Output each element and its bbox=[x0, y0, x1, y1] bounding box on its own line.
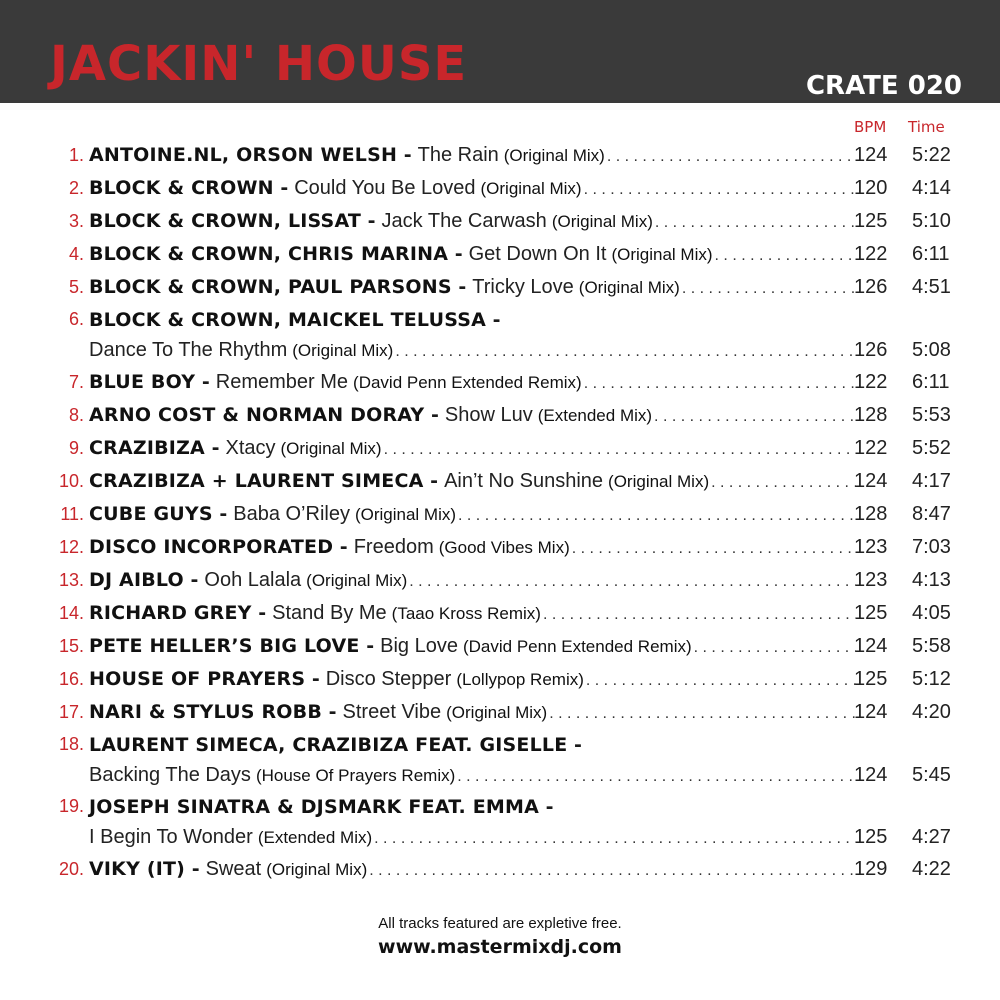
track-bpm: 126 bbox=[854, 276, 888, 298]
track-bpm: 124 bbox=[854, 701, 888, 723]
track-time: 5:52 bbox=[912, 437, 951, 459]
track-time: 4:51 bbox=[912, 276, 951, 298]
track-number: 6. bbox=[68, 309, 84, 329]
track-title: Stand By Me bbox=[272, 602, 387, 624]
track-time: 5:22 bbox=[912, 144, 951, 166]
dot-leader bbox=[694, 639, 856, 657]
track-row bbox=[0, 172, 1000, 205]
track-row bbox=[0, 531, 1000, 564]
track-row bbox=[0, 791, 1000, 853]
track-content bbox=[89, 826, 858, 849]
track-bpm: 129 bbox=[854, 858, 888, 880]
track-time: 5:08 bbox=[912, 339, 951, 361]
track-artist: HOUSE OF PRAYERS bbox=[89, 668, 306, 690]
track-number: 8. bbox=[68, 405, 84, 425]
artist-separator: - bbox=[448, 243, 463, 265]
track-artist: DJ AIBLO bbox=[89, 569, 184, 591]
track-number: 19. bbox=[58, 796, 84, 816]
track-line bbox=[0, 663, 1000, 696]
track-line bbox=[0, 399, 1000, 432]
track-bpm: 125 bbox=[854, 668, 888, 690]
track-content bbox=[89, 437, 858, 460]
track-bpm: 124 bbox=[854, 470, 888, 492]
track-bpm: 128 bbox=[854, 503, 888, 525]
dot-leader bbox=[584, 181, 856, 199]
track-row bbox=[0, 304, 1000, 366]
dot-leader bbox=[711, 474, 856, 492]
dot-leader bbox=[715, 247, 856, 265]
track-artist: BLOCK & CROWN bbox=[89, 177, 274, 199]
dot-leader bbox=[457, 768, 856, 786]
track-mix: (David Penn Extended Remix) bbox=[353, 373, 582, 392]
track-title: Dance To The Rhythm bbox=[89, 339, 288, 361]
track-title: Disco Stepper bbox=[325, 668, 452, 690]
track-number: 17. bbox=[58, 702, 84, 722]
track-mix: (Original Mix) bbox=[292, 341, 394, 360]
dot-leader bbox=[395, 343, 856, 361]
track-line bbox=[0, 238, 1000, 271]
crate-label: CRATE 020 bbox=[805, 71, 962, 101]
track-time: 5:53 bbox=[912, 404, 951, 426]
track-artist: ANTOINE.NL, ORSON WELSH bbox=[89, 144, 398, 166]
track-artist: JOSEPH SINATRA & DJSMARK FEAT. EMMA bbox=[89, 795, 540, 818]
track-time: 4:17 bbox=[912, 470, 951, 492]
track-content bbox=[89, 764, 858, 787]
track-line bbox=[0, 597, 1000, 630]
track-title: Get Down On It bbox=[468, 243, 607, 265]
track-content bbox=[89, 309, 858, 331]
track-time: 5:10 bbox=[912, 210, 951, 232]
track-time: 6:11 bbox=[912, 243, 950, 265]
track-bpm: 120 bbox=[854, 177, 888, 199]
track-number: 12. bbox=[58, 537, 84, 557]
track-row bbox=[0, 853, 1000, 886]
track-time: 5:12 bbox=[912, 668, 951, 690]
track-mix: (Original Mix) bbox=[446, 703, 548, 722]
track-line bbox=[0, 791, 1000, 822]
track-time: 4:20 bbox=[912, 701, 951, 723]
track-number: 2. bbox=[68, 178, 84, 198]
track-number: 3. bbox=[68, 211, 84, 231]
artist-separator: - bbox=[486, 308, 501, 331]
track-artist: LAURENT SIMECA, CRAZIBIZA FEAT. GISELLE bbox=[89, 733, 568, 756]
track-number: 13. bbox=[58, 570, 84, 590]
track-bpm: 122 bbox=[854, 437, 888, 459]
track-line bbox=[0, 304, 1000, 335]
track-title: Ain’t No Sunshine bbox=[444, 470, 604, 492]
track-line bbox=[0, 729, 1000, 760]
artist-separator: - bbox=[567, 733, 582, 756]
track-mix: (Original Mix) bbox=[306, 571, 408, 590]
track-line bbox=[0, 172, 1000, 205]
track-title: Street Vibe bbox=[342, 701, 442, 723]
track-title: Tricky Love bbox=[472, 276, 574, 298]
artist-separator: - bbox=[322, 701, 337, 723]
track-mix: (Original Mix) bbox=[578, 278, 680, 297]
track-content bbox=[89, 177, 858, 200]
track-title: Sweat bbox=[205, 858, 262, 880]
track-title: Show Luv bbox=[444, 404, 533, 426]
dot-leader bbox=[549, 705, 856, 723]
track-content bbox=[89, 602, 858, 625]
track-artist: BLUE BOY bbox=[89, 371, 196, 393]
track-row bbox=[0, 498, 1000, 531]
track-mix: (Extended Mix) bbox=[257, 828, 373, 847]
track-number: 11. bbox=[60, 504, 84, 524]
track-mix: (Original Mix) bbox=[480, 179, 582, 198]
artist-separator: - bbox=[423, 470, 439, 492]
track-mix: (Original Mix) bbox=[266, 860, 368, 879]
track-line bbox=[0, 205, 1000, 238]
track-bpm: 122 bbox=[854, 243, 888, 265]
track-mix: (Good Vibes Mix) bbox=[438, 538, 570, 557]
footer-note: All tracks featured are expletive free. bbox=[378, 915, 622, 932]
track-line-continued bbox=[0, 822, 1000, 853]
track-number: 15. bbox=[58, 636, 84, 656]
track-line bbox=[0, 432, 1000, 465]
track-mix: (Original Mix) bbox=[551, 212, 653, 231]
track-number: 5. bbox=[68, 277, 84, 297]
track-artist: RICHARD GREY bbox=[89, 602, 252, 624]
track-line bbox=[0, 271, 1000, 304]
track-content bbox=[89, 371, 858, 394]
dot-leader bbox=[374, 830, 856, 848]
track-row bbox=[0, 366, 1000, 399]
track-number: 16. bbox=[58, 669, 84, 689]
track-content bbox=[89, 701, 858, 724]
track-content bbox=[89, 796, 858, 818]
track-row bbox=[0, 465, 1000, 498]
dot-leader bbox=[607, 148, 856, 166]
dot-leader bbox=[572, 540, 856, 558]
dot-leader bbox=[543, 606, 856, 624]
track-artist: BLOCK & CROWN, CHRIS MARINA bbox=[89, 243, 449, 265]
artist-separator: - bbox=[204, 437, 220, 459]
track-title: The Rain bbox=[417, 144, 499, 166]
track-number: 14. bbox=[58, 603, 84, 623]
artist-separator: - bbox=[273, 177, 289, 199]
footer-url[interactable]: www.mastermixdj.com bbox=[378, 936, 622, 958]
track-title: Xtacy bbox=[225, 437, 276, 459]
dot-leader bbox=[682, 280, 856, 298]
artist-separator: - bbox=[539, 795, 554, 818]
track-number: 4. bbox=[68, 244, 84, 264]
track-title: Jack The Carwash bbox=[381, 210, 547, 232]
track-number: 7. bbox=[68, 372, 84, 392]
track-row bbox=[0, 139, 1000, 172]
artist-separator: - bbox=[251, 602, 267, 624]
track-bpm: 123 bbox=[854, 536, 888, 558]
track-number: 20. bbox=[58, 859, 84, 879]
artist-separator: - bbox=[183, 569, 199, 591]
track-time: 4:14 bbox=[912, 177, 951, 199]
dot-leader bbox=[458, 507, 856, 525]
track-content bbox=[89, 569, 858, 592]
track-row bbox=[0, 696, 1000, 729]
page-title: JACKIN' HOUSE bbox=[50, 36, 468, 92]
track-line bbox=[0, 465, 1000, 498]
track-artist: NARI & STYLUS ROBB bbox=[89, 701, 323, 723]
track-content bbox=[89, 858, 858, 881]
track-bpm: 124 bbox=[854, 764, 888, 786]
dot-leader bbox=[409, 573, 856, 591]
track-line bbox=[0, 564, 1000, 597]
track-line bbox=[0, 366, 1000, 399]
track-row bbox=[0, 564, 1000, 597]
dot-leader bbox=[586, 672, 856, 690]
track-content bbox=[89, 503, 858, 526]
track-title: Ooh Lalala bbox=[204, 569, 302, 591]
track-bpm: 122 bbox=[854, 371, 888, 393]
track-title: Could You Be Loved bbox=[294, 177, 476, 199]
track-time: 8:47 bbox=[912, 503, 951, 525]
track-artist: CRAZIBIZA + LAURENT SIMECA bbox=[89, 470, 424, 492]
artist-separator: - bbox=[212, 503, 228, 525]
track-artist: VIKY (IT) bbox=[89, 858, 186, 880]
track-content bbox=[89, 668, 858, 691]
track-title: Baba O’Riley bbox=[233, 503, 350, 525]
track-mix: (Original Mix) bbox=[611, 245, 713, 264]
track-content bbox=[89, 339, 858, 362]
track-line-continued bbox=[0, 760, 1000, 791]
track-bpm: 125 bbox=[854, 602, 888, 624]
track-artist: BLOCK & CROWN, MAICKEL TELUSSA bbox=[89, 308, 487, 331]
track-mix: (David Penn Extended Remix) bbox=[462, 637, 692, 656]
track-content bbox=[89, 470, 858, 493]
track-mix: (House Of Prayers Remix) bbox=[255, 766, 456, 785]
track-line bbox=[0, 498, 1000, 531]
track-time: 6:11 bbox=[912, 371, 950, 393]
track-mix: (Original Mix) bbox=[280, 439, 382, 458]
track-content bbox=[89, 276, 858, 299]
track-line bbox=[0, 853, 1000, 886]
track-bpm: 123 bbox=[854, 569, 888, 591]
track-bpm: 126 bbox=[854, 339, 888, 361]
track-bpm: 125 bbox=[854, 210, 888, 232]
artist-separator: - bbox=[185, 858, 200, 880]
track-line-continued bbox=[0, 335, 1000, 366]
track-row bbox=[0, 399, 1000, 432]
track-bpm: 124 bbox=[854, 144, 888, 166]
dot-leader bbox=[384, 441, 856, 459]
track-content bbox=[89, 404, 858, 427]
track-mix: (Original Mix) bbox=[503, 146, 605, 165]
track-title: Big Love bbox=[380, 635, 458, 657]
track-artist: ARNO COST & NORMAN DORAY bbox=[89, 404, 425, 426]
artist-separator: - bbox=[305, 668, 320, 690]
track-row bbox=[0, 630, 1000, 663]
artist-separator: - bbox=[361, 210, 376, 232]
track-title: Backing The Days bbox=[89, 764, 251, 786]
artist-separator: - bbox=[359, 635, 375, 657]
artist-separator: - bbox=[333, 536, 348, 558]
track-time: 4:27 bbox=[912, 826, 951, 848]
track-mix: (Lollypop Remix) bbox=[456, 670, 584, 689]
track-time: 4:13 bbox=[912, 569, 951, 591]
track-artist: BLOCK & CROWN, LISSAT bbox=[89, 210, 362, 232]
track-line bbox=[0, 696, 1000, 729]
track-artist: CRAZIBIZA bbox=[89, 437, 205, 459]
track-time: 5:45 bbox=[912, 764, 951, 786]
track-time: 4:22 bbox=[912, 858, 951, 880]
track-content bbox=[89, 635, 858, 658]
track-line bbox=[0, 531, 1000, 564]
track-row bbox=[0, 238, 1000, 271]
track-mix: (Taao Kross Remix) bbox=[391, 604, 541, 623]
track-artist: CUBE GUYS bbox=[89, 503, 213, 525]
track-title: Remember Me bbox=[215, 371, 349, 393]
track-title: I Begin To Wonder bbox=[89, 826, 253, 848]
artist-separator: - bbox=[397, 144, 412, 166]
track-content bbox=[89, 210, 858, 233]
track-number: 10. bbox=[58, 471, 84, 491]
track-row bbox=[0, 271, 1000, 304]
track-list bbox=[0, 139, 1000, 886]
track-row bbox=[0, 432, 1000, 465]
track-time: 7:03 bbox=[912, 536, 951, 558]
dot-leader bbox=[654, 408, 856, 426]
dot-leader bbox=[369, 862, 856, 880]
track-artist: BLOCK & CROWN, PAUL PARSONS bbox=[89, 276, 452, 298]
track-row bbox=[0, 663, 1000, 696]
track-content bbox=[89, 536, 858, 559]
dot-leader bbox=[584, 375, 856, 393]
track-time: 5:58 bbox=[912, 635, 951, 657]
track-row bbox=[0, 205, 1000, 238]
track-row bbox=[0, 597, 1000, 630]
bpm-column-header: BPM bbox=[854, 118, 887, 136]
artist-separator: - bbox=[451, 276, 467, 298]
header-band bbox=[0, 0, 1000, 103]
track-content bbox=[89, 144, 858, 167]
artist-separator: - bbox=[424, 404, 439, 426]
track-content bbox=[89, 243, 858, 266]
time-column-header: Time bbox=[908, 118, 945, 136]
dot-leader bbox=[655, 214, 856, 232]
track-mix: (Original Mix) bbox=[354, 505, 457, 524]
track-time: 4:05 bbox=[912, 602, 951, 624]
track-row bbox=[0, 729, 1000, 791]
track-title: Freedom bbox=[353, 536, 434, 558]
track-number: 18. bbox=[58, 734, 84, 754]
track-number: 9. bbox=[68, 438, 84, 458]
track-bpm: 124 bbox=[854, 635, 888, 657]
track-content bbox=[89, 734, 858, 756]
track-line bbox=[0, 139, 1000, 172]
track-artist: DISCO INCORPORATED bbox=[89, 536, 334, 558]
track-line bbox=[0, 630, 1000, 663]
track-number: 1. bbox=[68, 145, 84, 165]
track-artist: PETE HELLER’S BIG LOVE bbox=[89, 635, 360, 657]
track-bpm: 125 bbox=[854, 826, 888, 848]
track-mix: (Extended Mix) bbox=[537, 406, 653, 425]
track-bpm: 128 bbox=[854, 404, 888, 426]
artist-separator: - bbox=[195, 371, 210, 393]
track-mix: (Original Mix) bbox=[608, 472, 710, 491]
